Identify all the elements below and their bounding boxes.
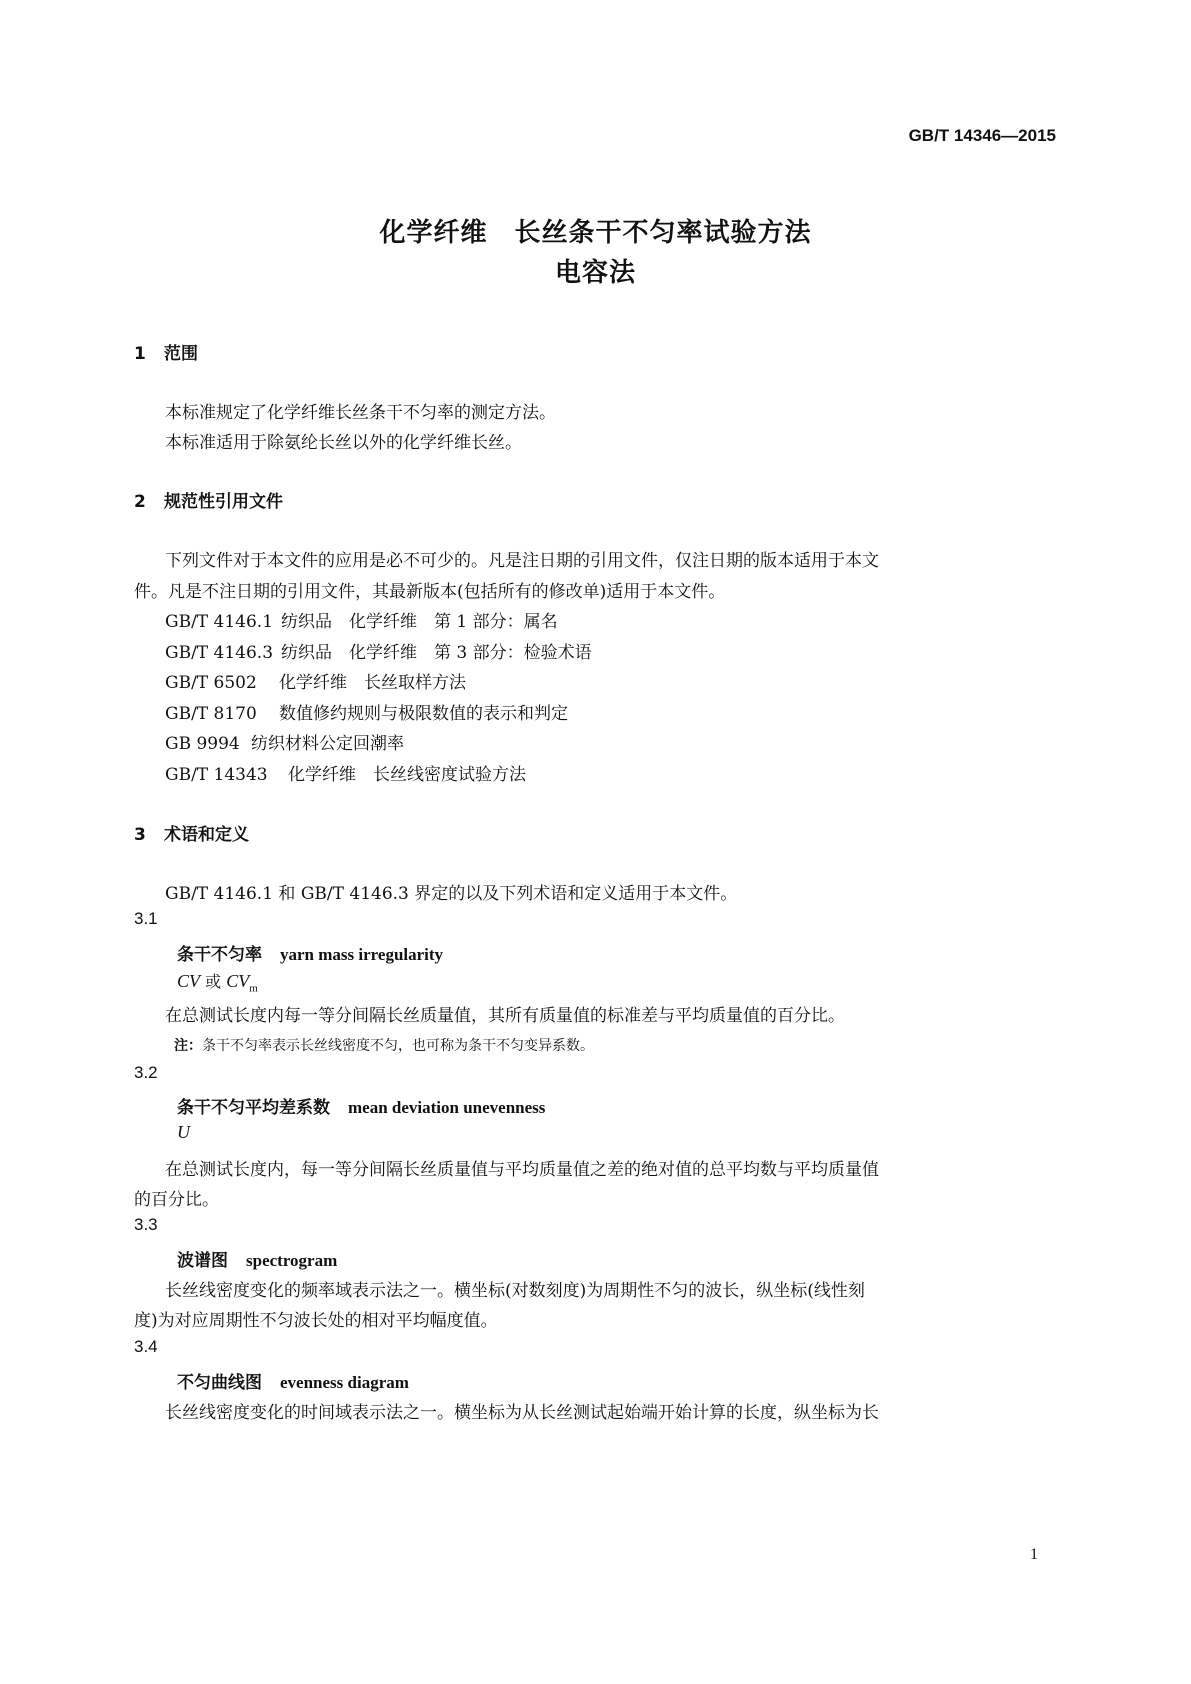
reference-item bbox=[165, 668, 466, 693]
reference-code: GB/T 6502 bbox=[165, 673, 257, 693]
reference-title: 纺织品 化学纤维 第 3 部分：检验术语 bbox=[281, 643, 592, 663]
term-definition: 在总测试长度内，每一等分间隔长丝质量值与平均质量值之差的绝对值的总平均数与平均质量值 bbox=[165, 1160, 879, 1180]
paragraph: 本标准适用于除氨纶长丝以外的化学纤维长丝。 bbox=[165, 433, 522, 453]
document-title: 化学纤维 长丝条干不匀率试验方法 bbox=[379, 218, 812, 248]
document-subtitle: 电容法 bbox=[554, 258, 636, 288]
term-en: evenness diagram bbox=[280, 1373, 409, 1392]
paragraph: 件。凡是不注日期的引用文件，其最新版本(包括所有的修改单)适用于本文件。 bbox=[134, 582, 726, 602]
reference-code: GB 9994 bbox=[165, 734, 240, 754]
section-number: 2 bbox=[134, 492, 146, 512]
section-2-heading bbox=[134, 487, 283, 512]
term-number: 3.4 bbox=[134, 1337, 158, 1356]
reference-item bbox=[165, 760, 526, 785]
term-number: 3.1 bbox=[134, 909, 158, 928]
term-note bbox=[174, 1035, 594, 1055]
symbol-cv: CV bbox=[177, 971, 201, 991]
term-number: 3.3 bbox=[134, 1215, 158, 1234]
reference-item bbox=[165, 607, 558, 632]
section-title: 规范性引用文件 bbox=[164, 492, 283, 512]
term-symbol bbox=[177, 969, 258, 995]
term-zh: 条干不匀平均差系数 bbox=[177, 1098, 330, 1118]
symbol-cvm: CV bbox=[226, 971, 250, 991]
term-en: mean deviation unevenness bbox=[348, 1098, 546, 1117]
section-number: 1 bbox=[134, 344, 146, 364]
reference-title: 纺织材料公定回潮率 bbox=[251, 734, 404, 754]
section-title: 术语和定义 bbox=[164, 825, 249, 845]
reference-title: 数值修约规则与极限数值的表示和判定 bbox=[279, 704, 568, 724]
page-number: 1 bbox=[1030, 1546, 1038, 1563]
reference-item bbox=[165, 729, 404, 754]
term-symbol: U bbox=[177, 1122, 190, 1142]
reference-title: 化学纤维 长丝线密度试验方法 bbox=[288, 765, 526, 785]
section-3-heading bbox=[134, 820, 249, 845]
symbol-or: 或 bbox=[200, 972, 227, 991]
term-zh: 波谱图 bbox=[177, 1251, 228, 1271]
paragraph: 本标准规定了化学纤维长丝条干不匀率的测定方法。 bbox=[165, 403, 556, 423]
term-zh: 条干不匀率 bbox=[177, 945, 262, 965]
paragraph: GB/T 4146.1 和 GB/T 4146.3 界定的以及下列术语和定义适用于本文件。 bbox=[165, 884, 738, 904]
term-definition: 度)为对应周期性不匀波长处的相对平均幅度值。 bbox=[134, 1311, 498, 1331]
term-en: yarn mass irregularity bbox=[280, 945, 444, 964]
section-1-heading bbox=[134, 339, 198, 364]
reference-code: GB/T 4146.3 bbox=[165, 643, 274, 663]
reference-item bbox=[165, 638, 592, 663]
reference-code: GB/T 8170 bbox=[165, 704, 257, 724]
paragraph: 下列文件对于本文件的应用是必不可少的。凡是注日期的引用文件，仅注日期的版本适用于本文 bbox=[165, 551, 879, 571]
term-heading bbox=[177, 1368, 409, 1393]
reference-code: GB/T 14343 bbox=[165, 765, 268, 785]
term-heading bbox=[177, 1093, 545, 1118]
section-number: 3 bbox=[134, 825, 146, 845]
section-title: 范围 bbox=[164, 344, 198, 364]
term-heading bbox=[177, 1246, 337, 1271]
reference-title: 纺织品 化学纤维 第 1 部分：属名 bbox=[281, 612, 558, 632]
reference-code: GB/T 4146.1 bbox=[165, 612, 274, 632]
term-definition: 在总测试长度内每一等分间隔长丝质量值，其所有质量值的标准差与平均质量值的百分比。 bbox=[165, 1006, 845, 1026]
term-en: spectrogram bbox=[246, 1251, 338, 1270]
reference-item bbox=[165, 699, 568, 724]
term-definition: 长丝线密度变化的频率域表示法之一。横坐标(对数刻度)为周期性不匀的波长，纵坐标(线性刻 bbox=[165, 1281, 865, 1301]
note-label: 注： bbox=[174, 1038, 202, 1054]
term-definition: 长丝线密度变化的时间域表示法之一。横坐标为从长丝测试起始端开始计算的长度，纵坐标为长 bbox=[165, 1403, 879, 1423]
term-number: 3.2 bbox=[134, 1063, 158, 1082]
term-zh: 不匀曲线图 bbox=[177, 1373, 262, 1393]
symbol-subscript: m bbox=[249, 982, 258, 995]
standard-number: GB/T 14346—2015 bbox=[908, 126, 1056, 145]
note-text: 条干不匀率表示长丝线密度不匀，也可称为条干不匀变异系数。 bbox=[202, 1038, 594, 1054]
term-heading bbox=[177, 940, 443, 965]
reference-title: 化学纤维 长丝取样方法 bbox=[279, 673, 466, 693]
term-definition: 的百分比。 bbox=[134, 1190, 219, 1210]
